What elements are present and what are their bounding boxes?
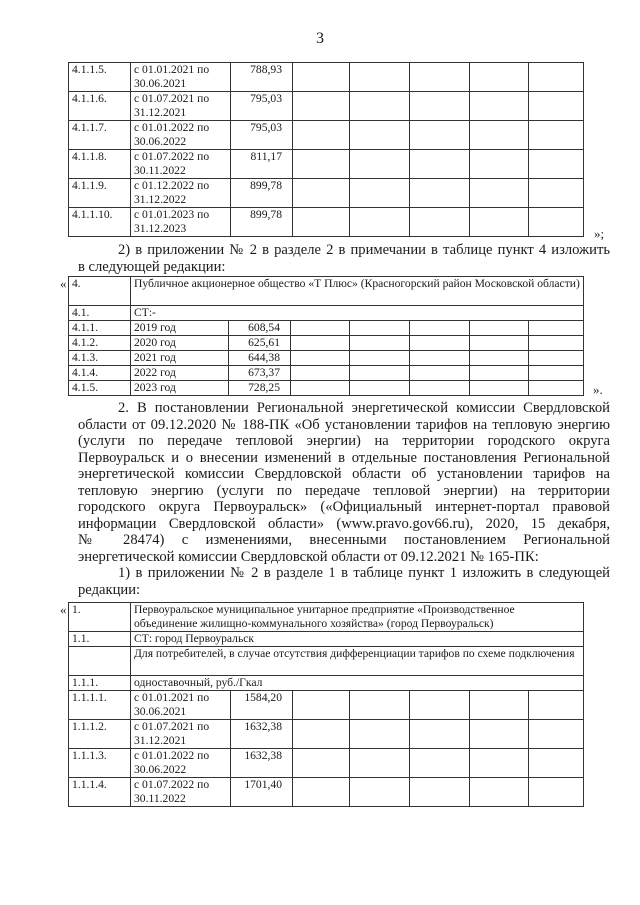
empty-cell [470, 691, 529, 720]
row-number: 1.1.1.4. [69, 778, 131, 807]
system-label: СТ: город Первоуральск [131, 632, 584, 647]
period: с 01.01.2022 по 30.06.2022 [131, 749, 231, 778]
period: с 01.07.2021 по 31.12.2021 [131, 92, 231, 121]
empty-cell [410, 121, 470, 150]
text-line: энергетической комиссии Свердловской области от 09.12.2021 № 165-ПК: [78, 548, 539, 565]
row-number-empty [69, 647, 131, 676]
empty-cell [410, 691, 470, 720]
empty-cell [350, 92, 410, 121]
page-number: 3 [316, 30, 324, 47]
rate-type: одноставочный, руб./Гкал [131, 676, 584, 691]
empty-cell [470, 336, 529, 351]
tariff-value: 1632,38 [231, 749, 293, 778]
empty-cell [291, 336, 350, 351]
empty-cell [293, 92, 350, 121]
empty-cell [470, 121, 529, 150]
period: 2021 год [131, 351, 229, 366]
empty-cell [350, 720, 410, 749]
empty-cell [410, 381, 470, 396]
empty-cell [529, 778, 584, 807]
empty-cell [529, 208, 584, 237]
empty-cell [293, 778, 350, 807]
empty-cell [529, 336, 584, 351]
empty-cell [410, 179, 470, 208]
row-number: 4.1.5. [69, 381, 131, 396]
tariff-value: 795,03 [231, 121, 293, 150]
empty-cell [350, 63, 410, 92]
tariff-value: 1632,38 [231, 720, 293, 749]
empty-cell [410, 208, 470, 237]
table-row [69, 778, 584, 807]
tariff-value: 788,93 [231, 63, 293, 92]
row-number: 1.1.1. [69, 676, 131, 691]
empty-cell [291, 366, 350, 381]
period: с 01.01.2021 по 30.06.2021 [131, 63, 231, 92]
empty-cell [410, 336, 470, 351]
row-number: 1.1. [69, 632, 131, 647]
table-row [69, 676, 584, 691]
empty-cell [529, 720, 584, 749]
organization-name: Публичное акционерное общество «Т Плюс» (Красногорский район Московской области) [131, 277, 584, 306]
empty-cell [350, 691, 410, 720]
empty-cell [293, 208, 350, 237]
empty-cell [529, 92, 584, 121]
empty-cell [529, 381, 584, 396]
close-quote: ». [593, 382, 603, 397]
paragraph-section-2 [78, 400, 610, 598]
empty-cell [293, 691, 350, 720]
table-row [69, 179, 584, 208]
table-row [69, 92, 584, 121]
empty-cell [410, 150, 470, 179]
tariff-value: 899,78 [231, 179, 293, 208]
tariff-value: 1701,40 [231, 778, 293, 807]
empty-cell [470, 63, 529, 92]
empty-cell [350, 179, 410, 208]
row-number: 4. [69, 277, 131, 306]
empty-cell [470, 92, 529, 121]
empty-cell [293, 179, 350, 208]
tariff-value: 673,37 [229, 366, 291, 381]
tariff-value: 728,25 [229, 381, 291, 396]
close-quote: »; [594, 226, 605, 241]
paragraph-amendment-2 [78, 242, 610, 275]
table-row [69, 749, 584, 778]
text-line: Первоуральск и о внесении изменений в отдельные постановления Региональной [78, 449, 610, 466]
empty-cell [350, 208, 410, 237]
empty-cell [291, 321, 350, 336]
text-line: энергетической комиссии Свердловской области об установлении тарифов на [78, 466, 610, 482]
table-row [69, 121, 584, 150]
tariff-table-pervouralsk [68, 602, 584, 807]
table-row [69, 691, 584, 720]
empty-cell [529, 150, 584, 179]
empty-cell [410, 92, 470, 121]
row-number: 4.1.4. [69, 366, 131, 381]
row-number: 1.1.1.1. [69, 691, 131, 720]
text-line: области от 09.12.2020 № 188-ПК «Об установлении тарифов на тепловую энергию [78, 416, 610, 433]
empty-cell [470, 208, 529, 237]
text-line: (услуги по передаче тепловой энергии) на территории городского округа [78, 433, 610, 449]
empty-cell [529, 179, 584, 208]
empty-cell [470, 150, 529, 179]
table-row [69, 603, 584, 632]
table-row [69, 150, 584, 179]
empty-cell [293, 749, 350, 778]
tariff-table-continuation [68, 62, 584, 237]
empty-cell [350, 321, 410, 336]
empty-cell [410, 749, 470, 778]
text-line: 2) в приложении № 2 в разделе 2 в примечании в таблице пункт 4 изложить [118, 242, 610, 258]
row-number: 4.1.1.9. [69, 179, 131, 208]
empty-cell [470, 381, 529, 396]
text-line: № 28474) с изменениями, внесенными постановлением Региональной [78, 532, 610, 548]
empty-cell [410, 366, 470, 381]
row-number: 4.1.1.5. [69, 63, 131, 92]
table-row [69, 351, 584, 366]
period: с 01.12.2022 по 31.12.2022 [131, 179, 231, 208]
row-number: 4.1.3. [69, 351, 131, 366]
empty-cell [350, 336, 410, 351]
empty-cell [350, 381, 410, 396]
row-number: 4.1.1.8. [69, 150, 131, 179]
text-line: редакции: [78, 581, 141, 598]
table-row [69, 306, 584, 321]
text-line: в следующей редакции: [78, 258, 226, 275]
table-row [69, 381, 584, 396]
period: 2023 год [131, 381, 229, 396]
empty-cell [470, 366, 529, 381]
tariff-value: 644,38 [229, 351, 291, 366]
period: 2022 год [131, 366, 229, 381]
table-row [69, 63, 584, 92]
text-line: информации Свердловской области» (www.pravo.gov66.ru), 2020, 15 декабря, [78, 515, 610, 532]
empty-cell [293, 150, 350, 179]
empty-cell [293, 121, 350, 150]
empty-cell [470, 778, 529, 807]
period: с 01.07.2022 по 30.11.2022 [131, 778, 231, 807]
empty-cell [410, 351, 470, 366]
period: 2020 год [131, 336, 229, 351]
empty-cell [410, 321, 470, 336]
empty-cell [350, 366, 410, 381]
empty-cell [529, 749, 584, 778]
row-number: 4.1.1.6. [69, 92, 131, 121]
text-line: 2. В постановлении Региональной энергетической комиссии Свердловской [118, 400, 610, 416]
system-label: СТ:- [131, 306, 584, 321]
row-number: 1. [69, 603, 131, 632]
period: с 01.01.2023 по 31.12.2023 [131, 208, 231, 237]
empty-cell [410, 63, 470, 92]
table-row [69, 632, 584, 647]
table-row [69, 336, 584, 351]
open-quote: « [60, 602, 67, 617]
text-line: тепловую энергию (услуги по передаче тепловой энергии) на территории [78, 482, 610, 499]
period: с 01.07.2021 по 31.12.2021 [131, 720, 231, 749]
tariff-value: 1584,20 [231, 691, 293, 720]
tariff-value: 608,54 [229, 321, 291, 336]
empty-cell [470, 321, 529, 336]
empty-cell [470, 749, 529, 778]
empty-cell [350, 150, 410, 179]
period: с 01.07.2022 по 30.11.2022 [131, 150, 231, 179]
period: 2019 год [131, 321, 229, 336]
table-row [69, 208, 584, 237]
row-number: 4.1.1.10. [69, 208, 131, 237]
row-number: 4.1.1.7. [69, 121, 131, 150]
table-row [69, 321, 584, 336]
tariff-value: 899,78 [231, 208, 293, 237]
empty-cell [529, 121, 584, 150]
text-line: 1) в приложении № 2 в разделе 1 в таблице пункт 1 изложить в следующей [118, 565, 610, 581]
tariff-value: 795,03 [231, 92, 293, 121]
period: с 01.01.2021 по 30.06.2021 [131, 691, 231, 720]
empty-cell [410, 720, 470, 749]
consumer-note: Для потребителей, в случае отсутствия дифференциации тарифов по схеме подключения [131, 647, 584, 676]
row-number: 4.1. [69, 306, 131, 321]
table-row [69, 277, 584, 306]
empty-cell [529, 63, 584, 92]
tariff-table-t-plus [68, 276, 584, 396]
empty-cell [291, 381, 350, 396]
empty-cell [293, 720, 350, 749]
organization-name: Первоуральское муниципальное унитарное предприятие «Производственное объединение жилищно-коммунального хозяйства» (город Первоуральск) [131, 603, 584, 632]
empty-cell [350, 749, 410, 778]
tariff-value: 625,61 [229, 336, 291, 351]
empty-cell [350, 121, 410, 150]
empty-cell [410, 778, 470, 807]
empty-cell [470, 179, 529, 208]
empty-cell [470, 720, 529, 749]
empty-cell [350, 778, 410, 807]
row-number: 4.1.1. [69, 321, 131, 336]
table-row [69, 366, 584, 381]
open-quote: « [60, 276, 67, 291]
empty-cell [529, 366, 584, 381]
empty-cell [470, 351, 529, 366]
text-line: городского округа Первоуральск» («Официальный интернет-портал правовой [78, 499, 610, 515]
tariff-value: 811,17 [231, 150, 293, 179]
period: с 01.01.2022 по 30.06.2022 [131, 121, 231, 150]
empty-cell [293, 63, 350, 92]
row-number: 1.1.1.2. [69, 720, 131, 749]
empty-cell [529, 691, 584, 720]
empty-cell [291, 351, 350, 366]
table-row [69, 647, 584, 676]
empty-cell [529, 351, 584, 366]
row-number: 4.1.2. [69, 336, 131, 351]
row-number: 1.1.1.3. [69, 749, 131, 778]
table-row [69, 720, 584, 749]
empty-cell [350, 351, 410, 366]
empty-cell [529, 321, 584, 336]
